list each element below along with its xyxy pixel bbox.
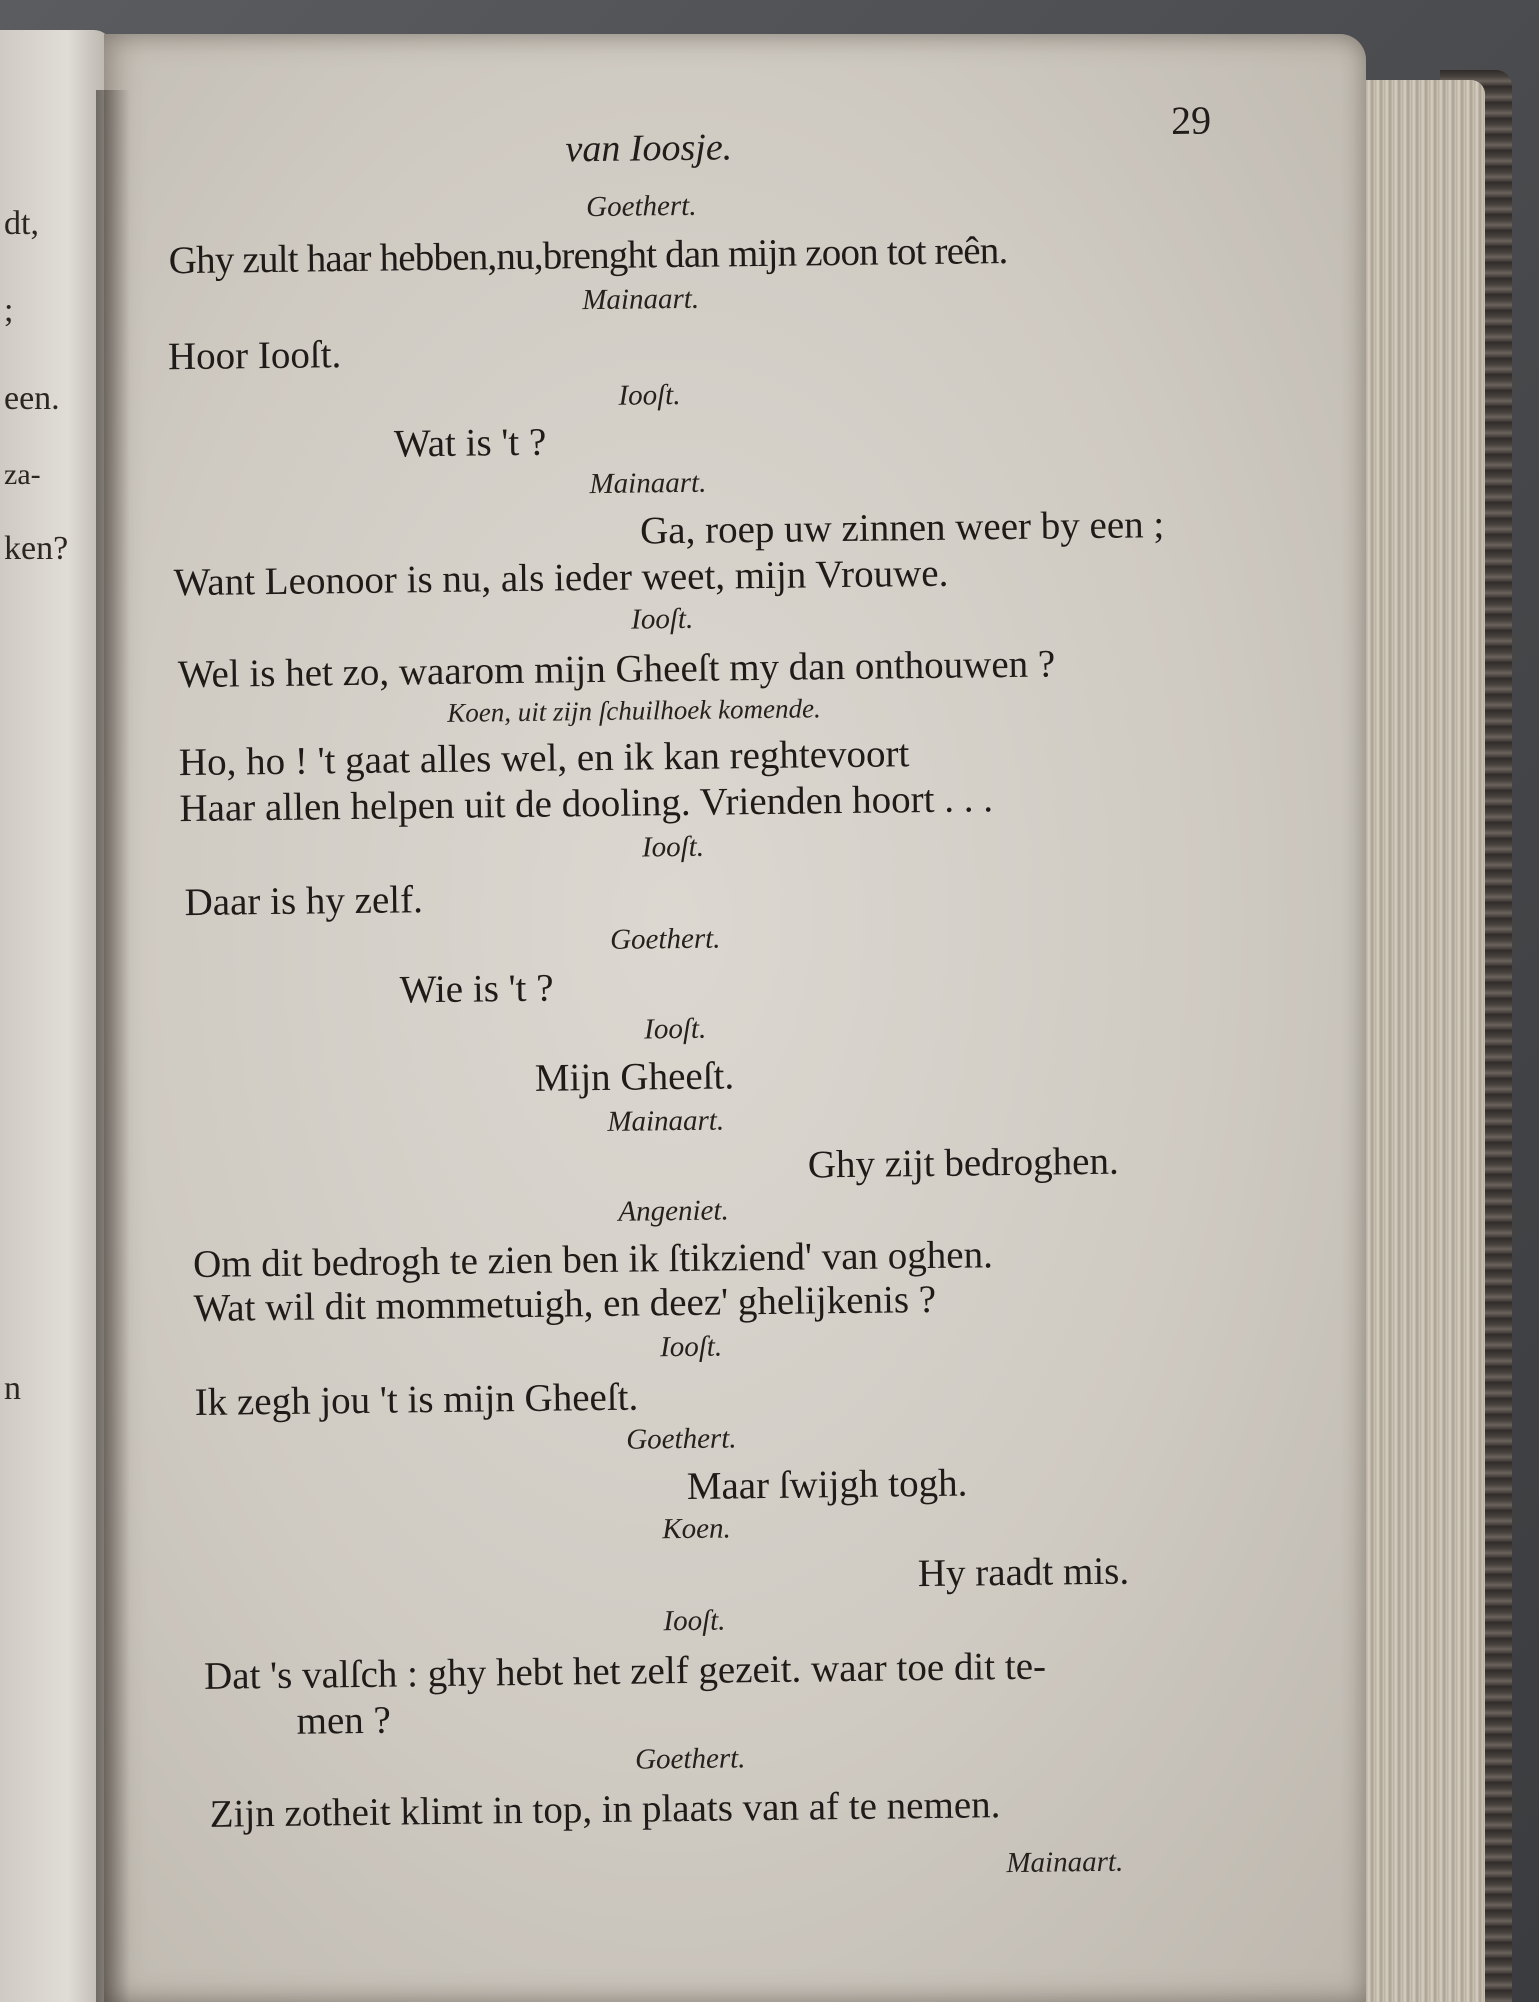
verse-line: Haar allen helpen uit de dooling. Vrienden hoort . . . xyxy=(179,777,994,831)
verse-line: Wat is 't ? xyxy=(393,420,547,466)
verse-line: Want Leonoor is nu, als ieder weet, mijn Vrouwe. xyxy=(173,551,949,605)
speaker-label: Goethert. xyxy=(634,1742,746,1776)
speaker-label: Goethert. xyxy=(609,922,721,956)
verse-line: Maar ſwijgh togh. xyxy=(686,1461,968,1508)
right-page xyxy=(104,34,1366,2002)
speaker-label: Iooſt. xyxy=(659,1330,723,1364)
page-number: 29 xyxy=(1170,97,1212,143)
verse-line: Ghy zult haar hebben,nu,brenght dan mijn zoon tot reên. xyxy=(168,228,1008,283)
speaker-label: Mainaart. xyxy=(589,466,707,501)
verse-line: Zijn zotheit klimt in top, in plaats van af te nemen. xyxy=(209,1783,1001,1836)
verse-line: Wie is 't ? xyxy=(399,966,554,1012)
speaker-label: Angeniet. xyxy=(618,1194,729,1228)
verse-line: Hoor Iooſt. xyxy=(167,333,342,379)
left-page-fragment: een. xyxy=(4,380,60,417)
speaker-label: Mainaart. xyxy=(582,282,700,317)
left-page-fragment: ; xyxy=(4,292,14,329)
verse-line: Ho, ho ! 't gaat alles wel, en ik kan reghtevoort xyxy=(178,732,910,785)
verse-line: Mijn Gheeſt. xyxy=(534,1054,735,1100)
left-page-fragment: ken? xyxy=(4,530,69,567)
speaker-label: Goethert. xyxy=(626,1422,737,1456)
speaker-label: Mainaart. xyxy=(607,1104,725,1138)
speaker-label: Iooſt. xyxy=(641,830,705,864)
stage-direction: Koen, uit zijn ſchuilhoek komende. xyxy=(447,693,821,728)
verse-line: Wat wil dit mommetuigh, en deez' ghelijkenis ? xyxy=(193,1277,937,1330)
verse-line: Daar is hy zelf. xyxy=(184,878,424,925)
left-page-fragment: dt, xyxy=(4,205,39,242)
running-title: van Ioosje. xyxy=(565,126,733,171)
verse-line: Dat 's valſch : ghy hebt het zelf gezeit. waar toe dit te- xyxy=(203,1644,1047,1698)
verse-line: Ik zegh jou 't is mijn Gheeſt. xyxy=(194,1375,639,1424)
verse-line: Wel is het zo, waarom mijn Gheeſt my dan onthouwen ? xyxy=(177,642,1056,697)
verse-line: Hy raadt mis. xyxy=(917,1549,1130,1596)
left-page-fragment: za- xyxy=(4,458,41,491)
verse-line: Om dit bedrogh te zien ben ik ſtikziend' van oghen. xyxy=(192,1233,994,1287)
speaker-label: Iooſt. xyxy=(644,1012,707,1046)
speaker-label: Iooſt. xyxy=(663,1604,726,1638)
speaker-label: Koen. xyxy=(662,1512,731,1546)
verse-line: Ga, roep uw zinnen weer by een ; xyxy=(639,503,1165,553)
speaker-label: Iooſt. xyxy=(618,378,681,412)
verse-line: Ghy zijt bedroghen. xyxy=(807,1139,1119,1187)
left-page-fragment: n xyxy=(4,1370,21,1407)
catchword: Mainaart. xyxy=(1006,1845,1124,1880)
speaker-label: Goethert. xyxy=(585,189,697,224)
page-text-block xyxy=(104,19,1390,2002)
spine-shadow xyxy=(96,90,130,2002)
verse-line: men ? xyxy=(296,1698,392,1743)
speaker-label: Iooſt. xyxy=(630,602,694,636)
